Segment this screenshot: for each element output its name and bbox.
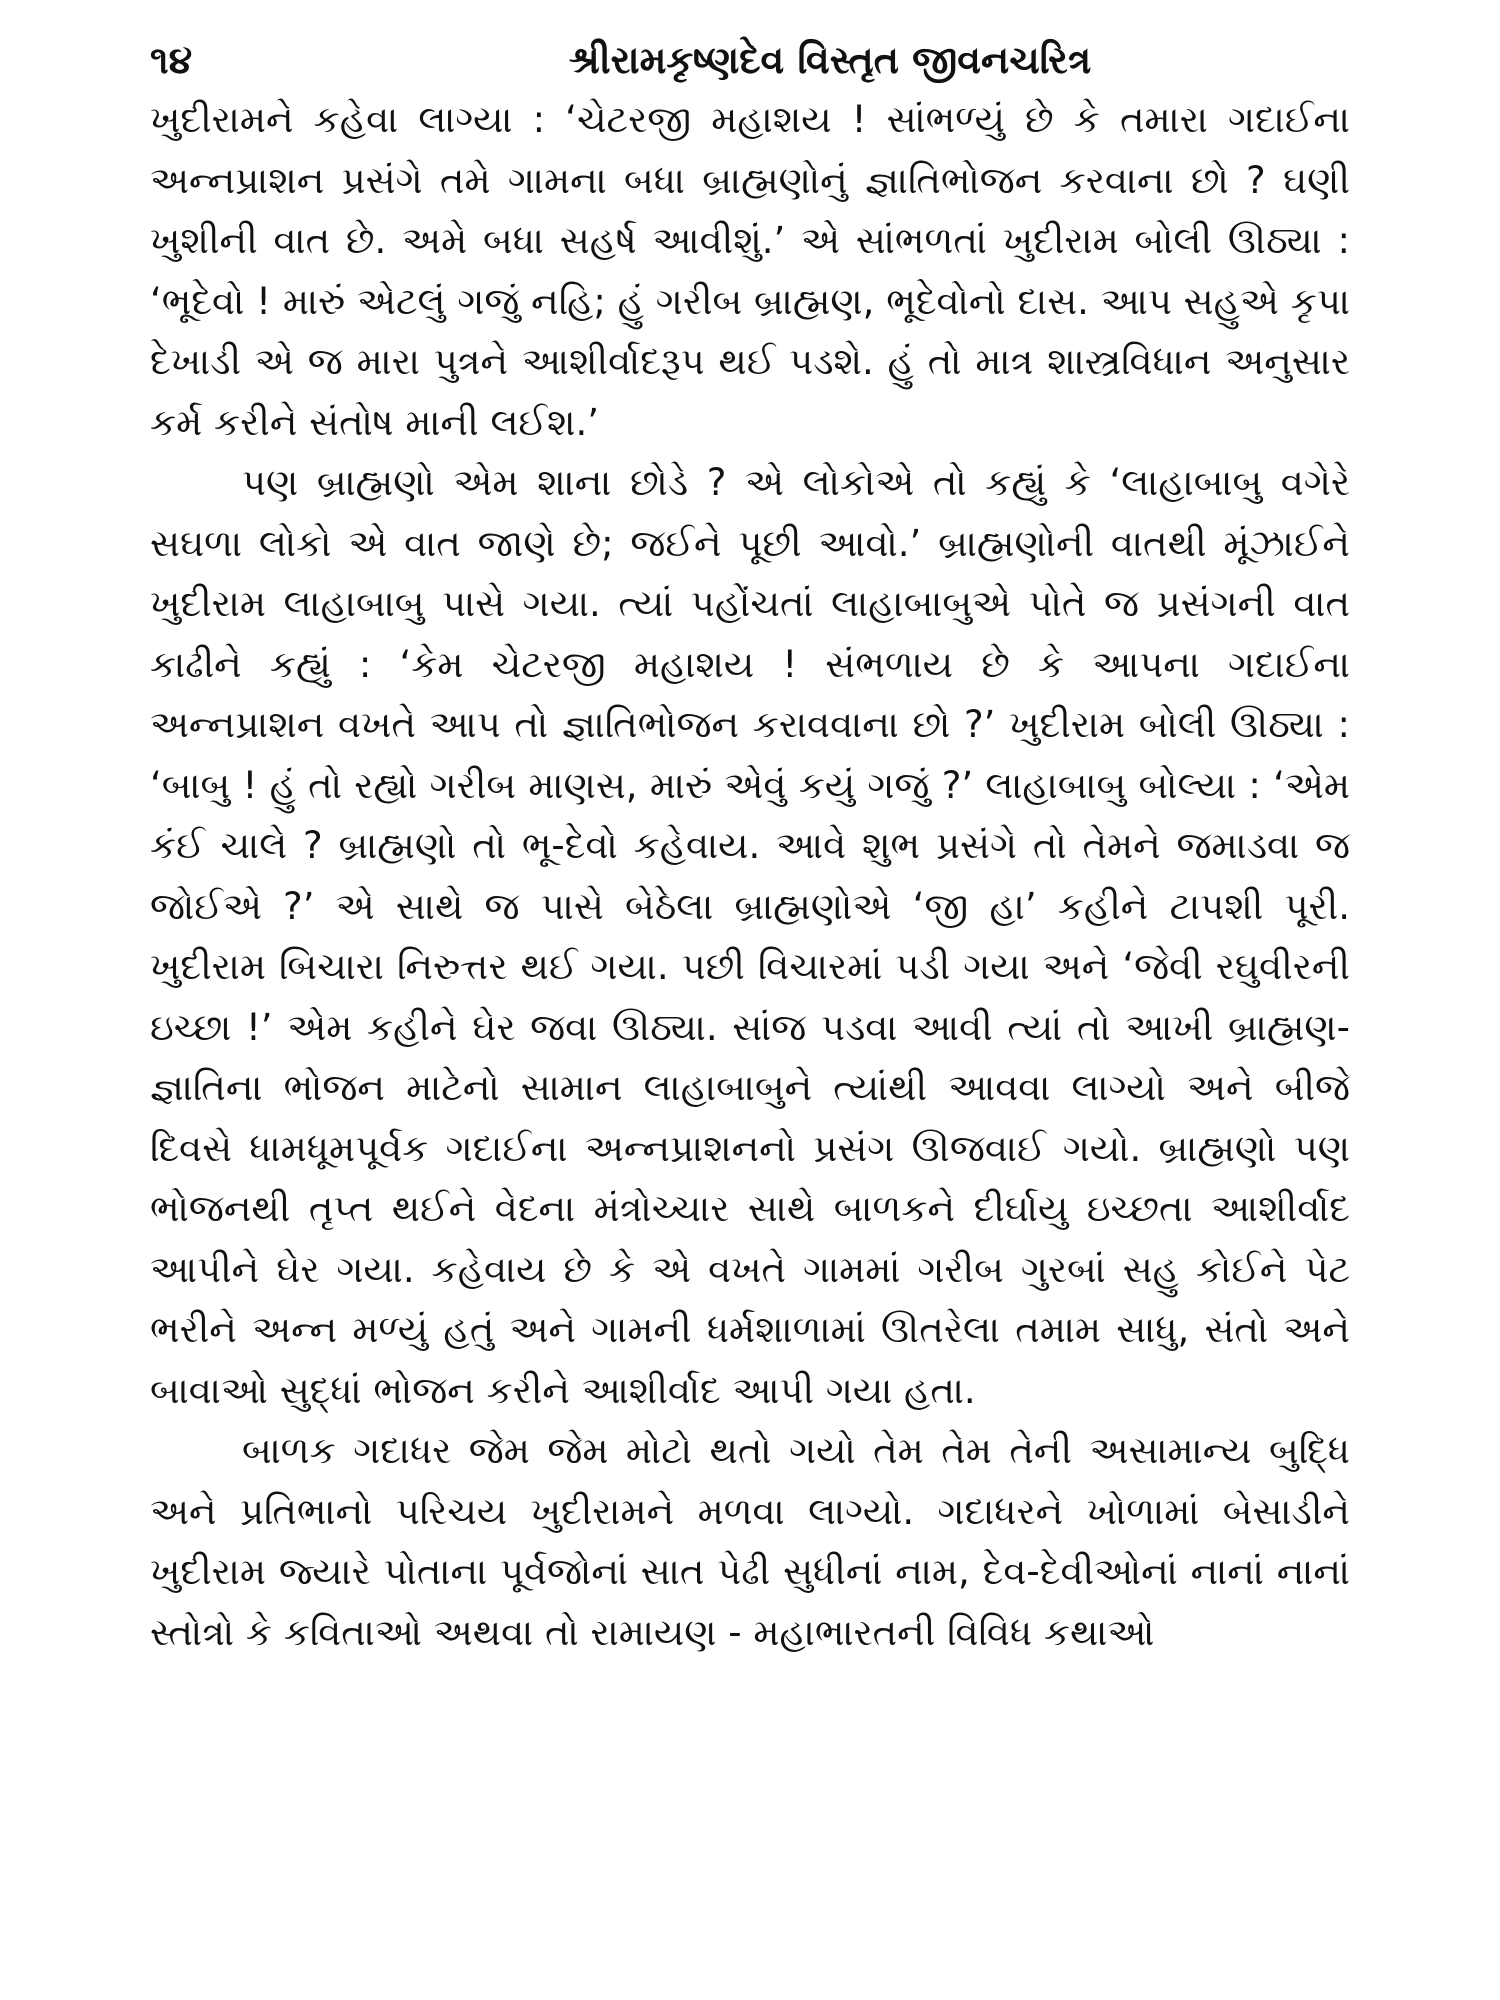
page-header: [150, 30, 1350, 90]
page-number: ૧૪: [150, 38, 193, 82]
running-title: શ્રીરામકૃષ્ણદેવ વિસ્તૃત જીવનચરિત્ર: [568, 38, 1092, 82]
paragraph-continuation: ખુદીરામને કહેવા લાગ્યા : ‘ચેટરજી મહાશય ! સાંભળ્યું છે કે તમારા ગદાઈના અન્નપ્રાશન પ્રસંગે તમે ગામના બધા બ્રાહ્મણોનું જ્ઞાતિભોજન કરવાના છો ? ઘણી ખુશીની વાત છે. અમે બધા સહર્ષ આવીશું.’ એ સાંભળતાં ખુદીરામ બોલી ઊઠ્યા : ‘ભૂદેવો ! મારું એટલું ગજું નહિ; હું ગરીબ બ્રાહ્મણ, ભૂદેવોનો દાસ. આપ સહુએ કૃપા દેખાડી એ જ મારા પુત્રને આશીર્વાદરૂપ થઈ પડશે. હું તો માત્ર શાસ્ત્રવિધાન અનુસાર કર્મ કરીને સંતોષ માની લઈશ.’: [150, 98, 1350, 444]
paragraph-gadadhar: બાળક ગદાધર જેમ જેમ મોટો થતો ગયો તેમ તેમ તેની અસામાન્ય બુદ્ધિ અને પ્રતિભાનો પરિચય ખુદીરામને મળવા લાગ્યો. ગદાધરને ખોળામાં બેસાડીને ખુદીરામ જ્યારે પોતાના પૂર્વજોનાં સાત પેઢી સુધીનાં નામ, દેવ-દેવીઓનાં નાનાં નાનાં સ્તોત્રો કે કવિતાઓ અથવા તો રામાયણ - મહાભારતની વિવિધ કથાઓ: [150, 1429, 1350, 1654]
body-text: [150, 90, 1350, 1663]
paragraph-brahmins: પણ બ્રાહ્મણો એમ શાના છોડે ? એ લોકોએ તો કહ્યું કે ‘લાહાબાબુ વગેરે સઘળા લોકો એ વાત જાણે છે; જઈને પૂછી આવો.’ બ્રાહ્મણોની વાતથી મૂંઝાઈને ખુદીરામ લાહાબાબુ પાસે ગયા. ત્યાં પહોંચતાં લાહાબાબુએ પોતે જ પ્રસંગની વાત કાઢીને કહ્યું : ‘કેમ ચેટરજી મહાશય ! સંભળાય છે કે આપના ગદાઈના અન્નપ્રાશન વખતે આપ તો જ્ઞાતિભોજન કરાવવાના છો ?’ ખુદીરામ બોલી ઊઠ્યા : ‘બાબુ ! હું તો રહ્યો ગરીબ માણસ, મારું એવું કયું ગજું ?’ લાહાબાબુ બોલ્યા : ‘એમ કંઈ ચાલે ? બ્રાહ્મણો તો ભૂ-દેવો કહેવાય. આવે શુભ પ્રસંગે તો તેમને જમાડવા જ જોઈએ ?’ એ સાથે જ પાસે બેઠેલા બ્રાહ્મણોએ ‘જી હા’ કહીને ટાપશી પૂરી. ખુદીરામ બિચારા નિરુત્તર થઈ ગયા. પછી વિચારમાં પડી ગયા અને ‘જેવી રઘુવીરની ઇચ્છા !’ એમ કહીને ઘેર જવા ઊઠ્યા. સાંજ પડવા આવી ત્યાં તો આખી બ્રાહ્મણ-જ્ઞાતિના ભોજન માટેનો સામાન લાહાબાબુને ત્યાંથી આવવા લાગ્યો અને બીજે દિવસે ધામધૂમપૂર્વક ગદાઈના અન્નપ્રાશનનો પ્રસંગ ઊજવાઈ ગયો. બ્રાહ્મણો પણ ભોજનથી તૃપ્ત થઈને વેદના મંત્રોચ્ચાર સાથે બાળકને દીર્ઘાયુ ઇચ્છતા આશીર્વાદ આપીને ઘેર ગયા. કહેવાય છે કે એ વખતે ગામમાં ગરીબ ગુરબાં સહુ કોઈને પેટ ભરીને અન્ન મળ્યું હતું અને ગામની ધર્મશાળામાં ઊતરેલા તમામ સાધુ, સંતો અને બાવાઓ સુદ્ધાં ભોજન કરીને આશીર્વાદ આપી ગયા હતા.: [150, 461, 1350, 1412]
